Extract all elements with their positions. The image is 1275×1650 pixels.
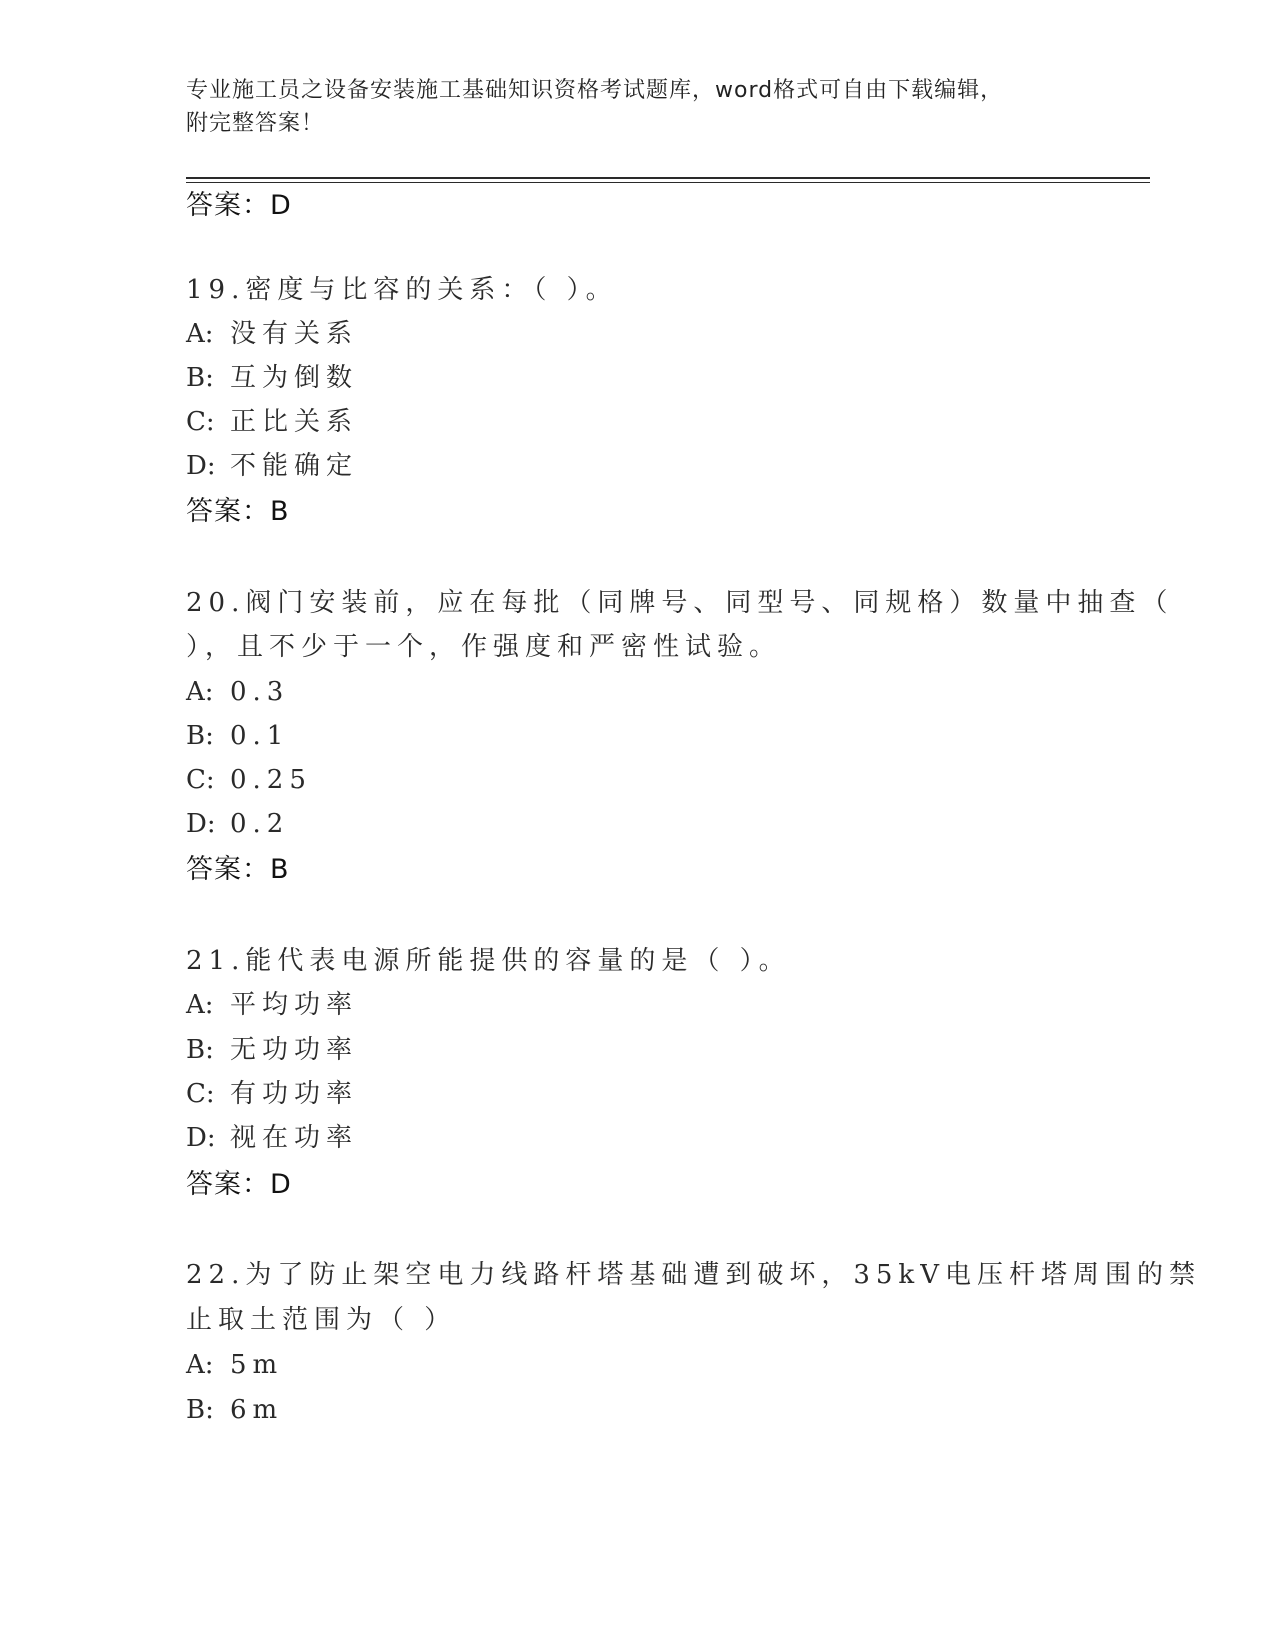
option-text: 正比关系: [230, 407, 359, 437]
question-19-answer: 答案：B: [186, 496, 290, 527]
question-20-text-line-1: 20.阀门安装前，应在每批（同牌号、同型号、同规格）数量中抽查（: [186, 588, 1174, 618]
option-key: B:: [186, 1395, 214, 1425]
option-key: B:: [186, 363, 214, 393]
option-key: A:: [186, 1350, 214, 1380]
header-divider: [186, 177, 1150, 179]
question-21-answer: 答案：D: [186, 1169, 292, 1200]
option-text: 视在功率: [230, 1123, 359, 1153]
option-key: A:: [186, 677, 214, 707]
option-text: 6m: [230, 1395, 284, 1425]
document-header: [186, 74, 1086, 140]
question-20-answer: 答案：B: [186, 854, 290, 885]
question-21-text: 21.能代表电源所能提供的容量的是（ ）。: [186, 946, 791, 976]
option-key: B:: [186, 1035, 214, 1065]
previous-answer: 答案：D: [186, 190, 292, 221]
question-20-option-c: [186, 763, 312, 797]
option-key: A:: [186, 990, 214, 1020]
header-line-2: 附完整答案！: [186, 111, 325, 136]
option-text: 无功功率: [230, 1035, 359, 1065]
option-key: C:: [186, 765, 215, 795]
option-key: C:: [186, 407, 215, 437]
header-divider-thin: [186, 182, 1150, 183]
option-key: A:: [186, 319, 214, 349]
question-22-text-line-2: 止取土范围为（ ）: [186, 1305, 457, 1335]
question-22-text-line-1: 22.为了防止架空电力线路杆塔基础遭到破坏，35kV电压杆塔周围的禁: [186, 1260, 1201, 1290]
option-text: 0.2: [230, 809, 290, 839]
question-19-option-a: [186, 317, 358, 351]
option-key: D:: [186, 1123, 216, 1153]
question-21-option-c: [186, 1077, 358, 1111]
option-text: 不能确定: [230, 451, 359, 481]
question-22-option-b: [186, 1393, 283, 1427]
question-20-option-b: [186, 719, 289, 753]
question-19-option-b: [186, 361, 358, 395]
option-text: 0.1: [230, 721, 290, 751]
question-20-option-a: [186, 675, 289, 709]
question-21-option-a: [186, 988, 358, 1022]
option-key: D:: [186, 809, 216, 839]
question-20-text-line-2: ），且不少于一个，作强度和严密性试验。: [186, 632, 782, 662]
question-21-option-d: [186, 1121, 358, 1155]
option-text: 0.25: [230, 765, 312, 795]
option-text: 有功功率: [230, 1079, 359, 1109]
option-text: 5m: [230, 1350, 284, 1380]
question-20-option-d: [186, 807, 289, 841]
option-text: 0.3: [230, 677, 290, 707]
option-text: 平均功率: [230, 990, 359, 1020]
option-text: 互为倒数: [230, 363, 359, 393]
option-key: D:: [186, 451, 216, 481]
option-key: C:: [186, 1079, 215, 1109]
question-21-option-b: [186, 1033, 358, 1067]
header-line-1: 专业施工员之设备安装施工基础知识资格考试题库，word格式可自由下载编辑，: [186, 78, 1004, 103]
question-22-option-a: [186, 1348, 283, 1382]
question-19-option-c: [186, 405, 358, 439]
question-19-option-d: [186, 449, 358, 483]
question-19-text: 19.密度与比容的关系：（ ）。: [186, 275, 618, 305]
option-text: 没有关系: [230, 319, 359, 349]
option-key: B:: [186, 721, 214, 751]
